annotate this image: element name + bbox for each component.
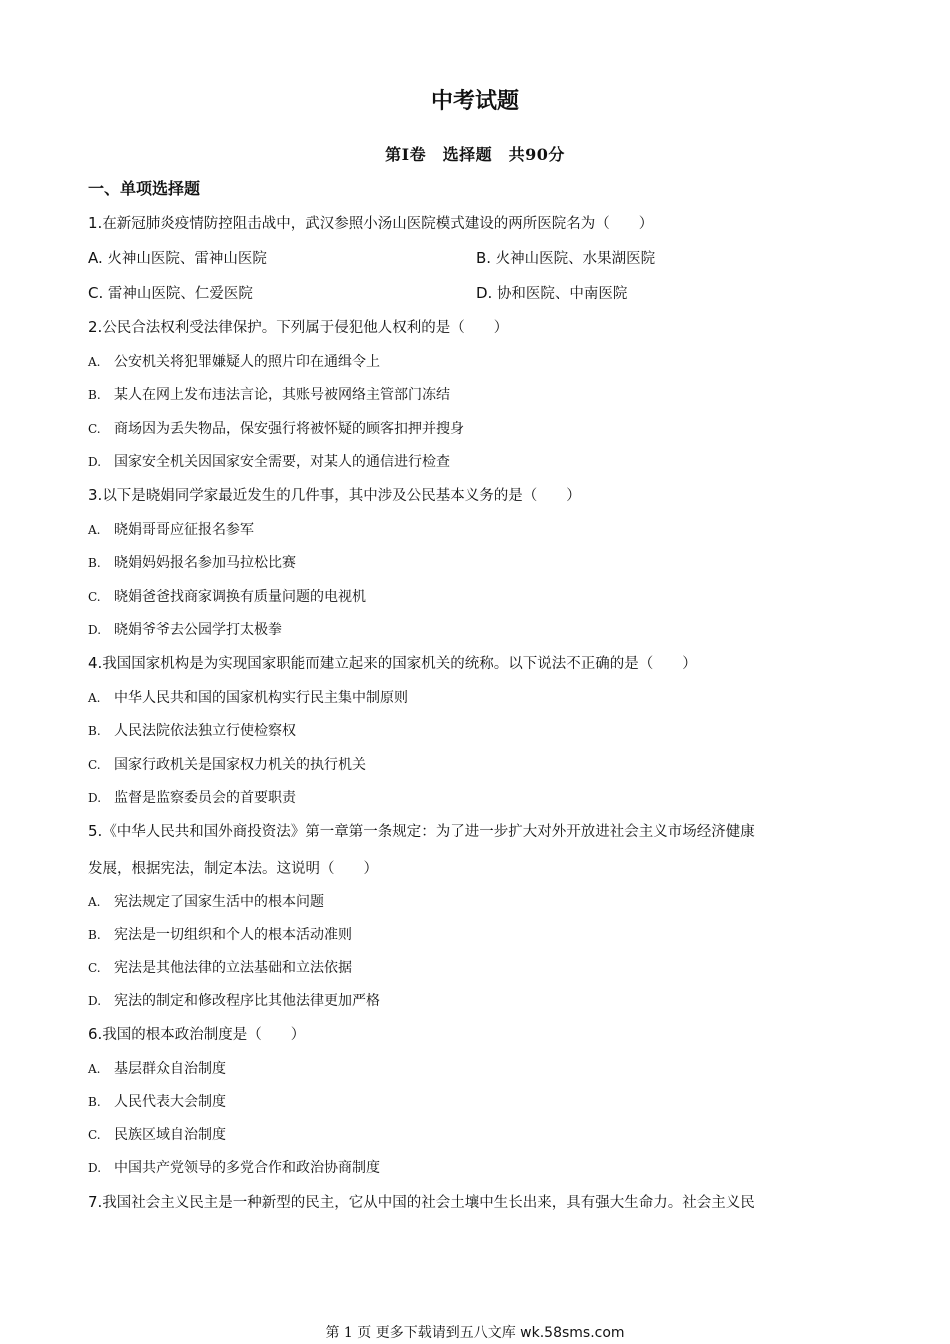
- question-number: 7.: [88, 1193, 103, 1211]
- option-letter: D.: [88, 791, 102, 805]
- question-number: 2.: [88, 318, 103, 336]
- option-text: 雷神山医院、仁爱医院: [107, 286, 253, 302]
- question-5-continuation: [88, 857, 378, 878]
- option-d: [88, 451, 450, 471]
- question-4: [88, 652, 697, 673]
- question-2: [88, 316, 508, 337]
- option-text: 火神山医院、水果湖医院: [495, 251, 656, 267]
- option-letter: D.: [88, 455, 102, 469]
- question-number: 4.: [88, 654, 103, 672]
- option-a: [88, 519, 254, 539]
- option-text: 民族区域自治制度: [114, 1127, 226, 1143]
- option-c: [88, 282, 253, 303]
- option-letter: A.: [88, 523, 101, 537]
- option-c: [88, 957, 352, 977]
- question-6: [88, 1023, 305, 1044]
- option-text: 国家行政机关是国家权力机关的执行机关: [114, 757, 366, 773]
- paper-subtitle: 第Ⅰ卷 选择题 共90分: [385, 145, 565, 164]
- option-a: [88, 891, 324, 911]
- option-b: [88, 924, 352, 944]
- page-footer: [0, 1322, 950, 1342]
- option-d: [88, 990, 380, 1010]
- option-letter: B.: [88, 1095, 101, 1109]
- option-letter: A.: [88, 1062, 101, 1076]
- option-letter: D.: [476, 284, 493, 302]
- option-a: [88, 247, 267, 268]
- option-text: 宪法规定了国家生活中的根本问题: [114, 894, 324, 910]
- option-c: [88, 418, 464, 438]
- option-c: [88, 754, 366, 774]
- option-letter: B.: [88, 928, 101, 942]
- question-text: 发展，根据宪法，制定本法。这说明（ ）: [88, 861, 378, 877]
- option-text: 公安机关将犯罪嫌疑人的照片印在通缉令上: [114, 354, 380, 370]
- option-letter: B.: [476, 249, 492, 267]
- option-c: [88, 1124, 226, 1144]
- option-text: 火神山医院、雷神山医院: [107, 251, 267, 267]
- option-b: [88, 384, 450, 404]
- option-b: [88, 552, 296, 572]
- option-b: [88, 720, 296, 740]
- option-letter: C.: [88, 1128, 101, 1142]
- question-3: [88, 484, 581, 505]
- question-text: 我国社会主义民主是一种新型的民主，它从中国的社会土壤中生长出来，具有强大生命力。社会主义民: [102, 1195, 755, 1211]
- question-number: 3.: [88, 486, 103, 504]
- question-number: 1.: [88, 214, 103, 232]
- option-text: 人民法院依法独立行使检察权: [114, 723, 296, 739]
- option-letter: C.: [88, 590, 101, 604]
- option-text: 中华人民共和国的国家机构实行民主集中制原则: [114, 690, 408, 706]
- option-letter: D.: [88, 1161, 102, 1175]
- question-number: 5.: [88, 822, 103, 840]
- option-text: 基层群众自治制度: [114, 1061, 226, 1077]
- option-text: 监督是监察委员会的首要职责: [114, 790, 296, 806]
- footer-site-link[interactable]: wk.58sms.com: [520, 1325, 625, 1341]
- option-a: [88, 351, 380, 371]
- option-b: [476, 247, 655, 268]
- option-text: 宪法是一切组织和个人的根本活动准则: [114, 927, 352, 943]
- option-letter: A.: [88, 249, 103, 267]
- question-7: [88, 1191, 755, 1212]
- option-text: 人民代表大会制度: [114, 1094, 226, 1110]
- option-letter: D.: [88, 623, 102, 637]
- option-text: 晓娟哥哥应征报名参军: [114, 522, 254, 538]
- option-letter: B.: [88, 724, 101, 738]
- question-text: 在新冠肺炎疫情防控阻击战中，武汉参照小汤山医院模式建设的两所医院名为（ ）: [102, 216, 654, 232]
- option-text: 宪法是其他法律的立法基础和立法依据: [114, 960, 352, 976]
- question-number: 6.: [88, 1025, 103, 1043]
- option-text: 晓娟妈妈报名参加马拉松比赛: [114, 555, 296, 571]
- option-letter: C.: [88, 422, 101, 436]
- option-letter: C.: [88, 961, 101, 975]
- option-d: [88, 787, 296, 807]
- option-text: 宪法的制定和修改程序比其他法律更加严格: [114, 993, 380, 1009]
- option-letter: C.: [88, 284, 104, 302]
- option-letter: C.: [88, 758, 101, 772]
- option-text: 国家安全机关因国家安全需要，对某人的通信进行检查: [114, 454, 450, 470]
- section-heading: 一、单项选择题: [88, 179, 201, 198]
- question-text: 《中华人民共和国外商投资法》第一章第一条规定：为了进一步扩大对外开放进社会主义市场经济健康: [102, 824, 755, 840]
- option-a: [88, 1058, 226, 1078]
- option-letter: A.: [88, 355, 101, 369]
- option-letter: A.: [88, 691, 101, 705]
- option-text: 协和医院、中南医院: [496, 286, 628, 302]
- footer-page-text: 第 1 页 更多下载请到五八文库: [325, 1325, 521, 1341]
- option-letter: B.: [88, 388, 101, 402]
- option-letter: B.: [88, 556, 101, 570]
- question-text: 公民合法权利受法律保护。下列属于侵犯他人权利的是（ ）: [102, 320, 509, 336]
- option-c: [88, 586, 366, 606]
- question-text: 我国国家机构是为实现国家职能而建立起来的国家机关的统称。以下说法不正确的是（ ）: [102, 656, 697, 672]
- option-text: 某人在网上发布违法言论，其账号被网络主管部门冻结: [114, 387, 450, 403]
- question-text: 我国的根本政治制度是（ ）: [102, 1027, 306, 1043]
- option-letter: D.: [88, 994, 102, 1008]
- option-d: [88, 619, 282, 639]
- option-letter: A.: [88, 895, 101, 909]
- option-d: [88, 1157, 380, 1177]
- question-text: 以下是晓娟同学家最近发生的几件事，其中涉及公民基本义务的是（ ）: [102, 488, 581, 504]
- option-text: 商场因为丢失物品，保安强行将被怀疑的顾客扣押并搜身: [114, 421, 464, 437]
- option-b: [88, 1091, 226, 1111]
- option-text: 晓娟爸爸找商家调换有质量问题的电视机: [114, 589, 366, 605]
- option-a: [88, 687, 408, 707]
- option-d: [476, 282, 627, 303]
- option-text: 晓娟爷爷去公园学打太极拳: [114, 622, 282, 638]
- question-5: [88, 820, 755, 841]
- option-text: 中国共产党领导的多党合作和政治协商制度: [114, 1160, 380, 1176]
- question-1: [88, 212, 653, 233]
- page-title: 中考试题: [430, 89, 519, 114]
